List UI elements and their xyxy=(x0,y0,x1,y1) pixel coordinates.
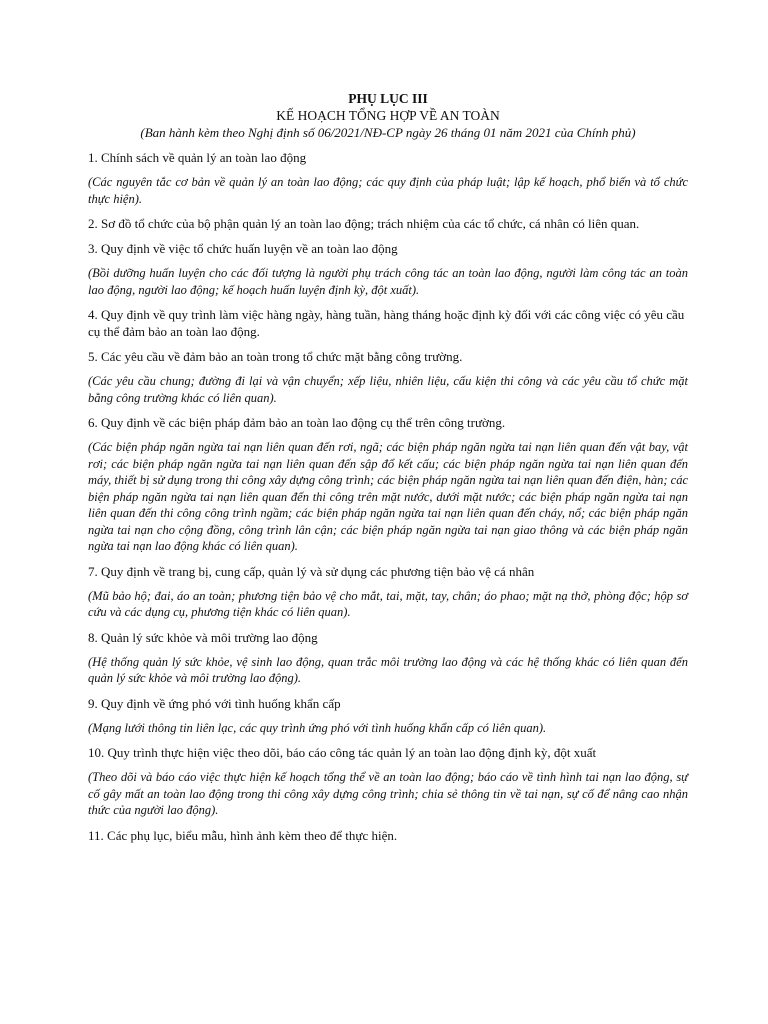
section-note: (Bồi dưỡng huấn luyện cho các đối tượng là người phụ trách công tác an toàn lao động, người làm công tác an toàn lao động, người lao động; kế hoạch huấn luyện định kỳ, đột xuất). xyxy=(88,266,688,297)
section-2 xyxy=(88,215,688,232)
document-subtitle: KẾ HOẠCH TỔNG HỢP VỀ AN TOÀN xyxy=(276,108,500,123)
section-heading: 7. Quy định về trang bị, cung cấp, quản lý và sử dụng các phương tiện bảo vệ cá nhân xyxy=(88,563,535,579)
section-heading: 4. Quy định về quy trình làm việc hàng ngày, hàng tuần, hàng tháng hoặc định kỳ đối với các công việc có yêu cầu cụ thể đảm bảo an toàn lao động. xyxy=(88,307,685,339)
section-note: (Các yêu cầu chung; đường đi lại và vận chuyển; xếp liệu, nhiên liệu, cấu kiện thi công và các yêu cầu tổ chức mặt bằng công trường khác có liên quan). xyxy=(88,374,688,405)
section-heading: 6. Quy định về các biện pháp đảm bảo an toàn lao động cụ thể trên công trường. xyxy=(88,415,506,430)
section-3 xyxy=(88,240,688,298)
section-note: (Mũ bảo hộ; đai, áo an toàn; phương tiện bảo vệ cho mắt, tai, mặt, tay, chân; áo phao; mặt nạ thở, phòng độc; hộp sơ cứu và các dụng cụ, phương tiện khác có liên quan). xyxy=(88,588,688,619)
section-heading: 11. Các phụ lục, biểu mẫu, hình ảnh kèm theo để thực hiện. xyxy=(88,827,398,843)
section-heading: 1. Chính sách về quản lý an toàn lao động xyxy=(88,150,307,165)
section-7 xyxy=(88,563,688,621)
section-9 xyxy=(88,695,688,737)
section-note: (Hệ thống quản lý sức khỏe, vệ sinh lao động, quan trắc môi trường lao động và các hệ thống khác có liên quan đến quản lý sức khỏe và môi trường lao động). xyxy=(88,654,688,685)
document-issued-by: (Ban hành kèm theo Nghị định số 06/2021/NĐ-CP ngày 26 tháng 01 năm 2021 của Chính phủ) xyxy=(140,125,636,140)
section-heading: 8. Quản lý sức khỏe và môi trường lao động xyxy=(88,629,318,645)
document-title: PHỤ LỤC III xyxy=(348,91,428,106)
section-heading: 5. Các yêu cầu về đảm bảo an toàn trong tổ chức mặt bằng công trường. xyxy=(88,349,463,364)
section-note: (Theo dõi và báo cáo việc thực hiện kế hoạch tổng thể về an toàn lao động; báo cáo về tình hình tai nạn lao động, sự cố gây mất an toàn lao động trong thi công xây dựng công trình; chia sẻ thông tin về tai nạn, sự cố để nâng cao nhận thức của người lao động). xyxy=(88,770,688,817)
section-11 xyxy=(88,827,688,844)
section-1 xyxy=(88,149,688,207)
section-heading: 2. Sơ đồ tổ chức của bộ phận quản lý an toàn lao động; trách nhiệm của các tổ chức, cá nhân có liên quan. xyxy=(88,216,640,231)
section-heading: 10. Quy trình thực hiện việc theo dõi, báo cáo công tác quản lý an toàn lao động định kỳ, đột xuất xyxy=(88,745,597,760)
section-6 xyxy=(88,414,688,555)
document-page xyxy=(88,90,688,852)
section-heading: 3. Quy định về việc tổ chức huấn luyện về an toàn lao động xyxy=(88,241,398,256)
section-10 xyxy=(88,744,688,819)
section-5 xyxy=(88,348,688,406)
section-4 xyxy=(88,306,688,340)
section-heading: 9. Quy định về ứng phó với tình huống khẩn cấp xyxy=(88,695,341,711)
section-note: (Các nguyên tắc cơ bản về quản lý an toàn lao động; các quy định của pháp luật; lập kế hoạch, phổ biến và tổ chức thực hiện). xyxy=(88,175,688,206)
section-note: (Các biện pháp ngăn ngừa tai nạn liên quan đến rơi, ngã; các biện pháp ngăn ngừa tai nạn liên quan đến vật bay, vật rơi; các biện pháp ngăn ngừa tai nạn liên quan đến sập đổ kết cấu; các biện pháp ngăn ngừa tai nạn liên quan đến máy, thiết bị sử dụng trong thi công xây dựng công trình; các biện pháp ngăn ngừa tai nạn liên quan đến điện, hàn; các biện pháp ngăn ngừa tai nạn liên quan đến thi công trên mặt nước, dưới mặt nước; các biện pháp ngăn ngừa tai nạn liên quan đến thi công công trình ngầm; các biện pháp ngăn ngừa tai nạn liên quan đến cháy, nổ; các biện pháp ngăn ngừa tai nạn cho cộng đồng, công trình lân cận; các biện pháp ngăn ngừa tai nạn giao thông và các biện pháp ngăn ngừa tai nạn lao động khác có liên quan). xyxy=(88,440,688,553)
section-8 xyxy=(88,629,688,687)
section-note: (Mạng lưới thông tin liên lạc, các quy trình ứng phó với tình huống khẩn cấp có liên quan). xyxy=(88,720,547,735)
